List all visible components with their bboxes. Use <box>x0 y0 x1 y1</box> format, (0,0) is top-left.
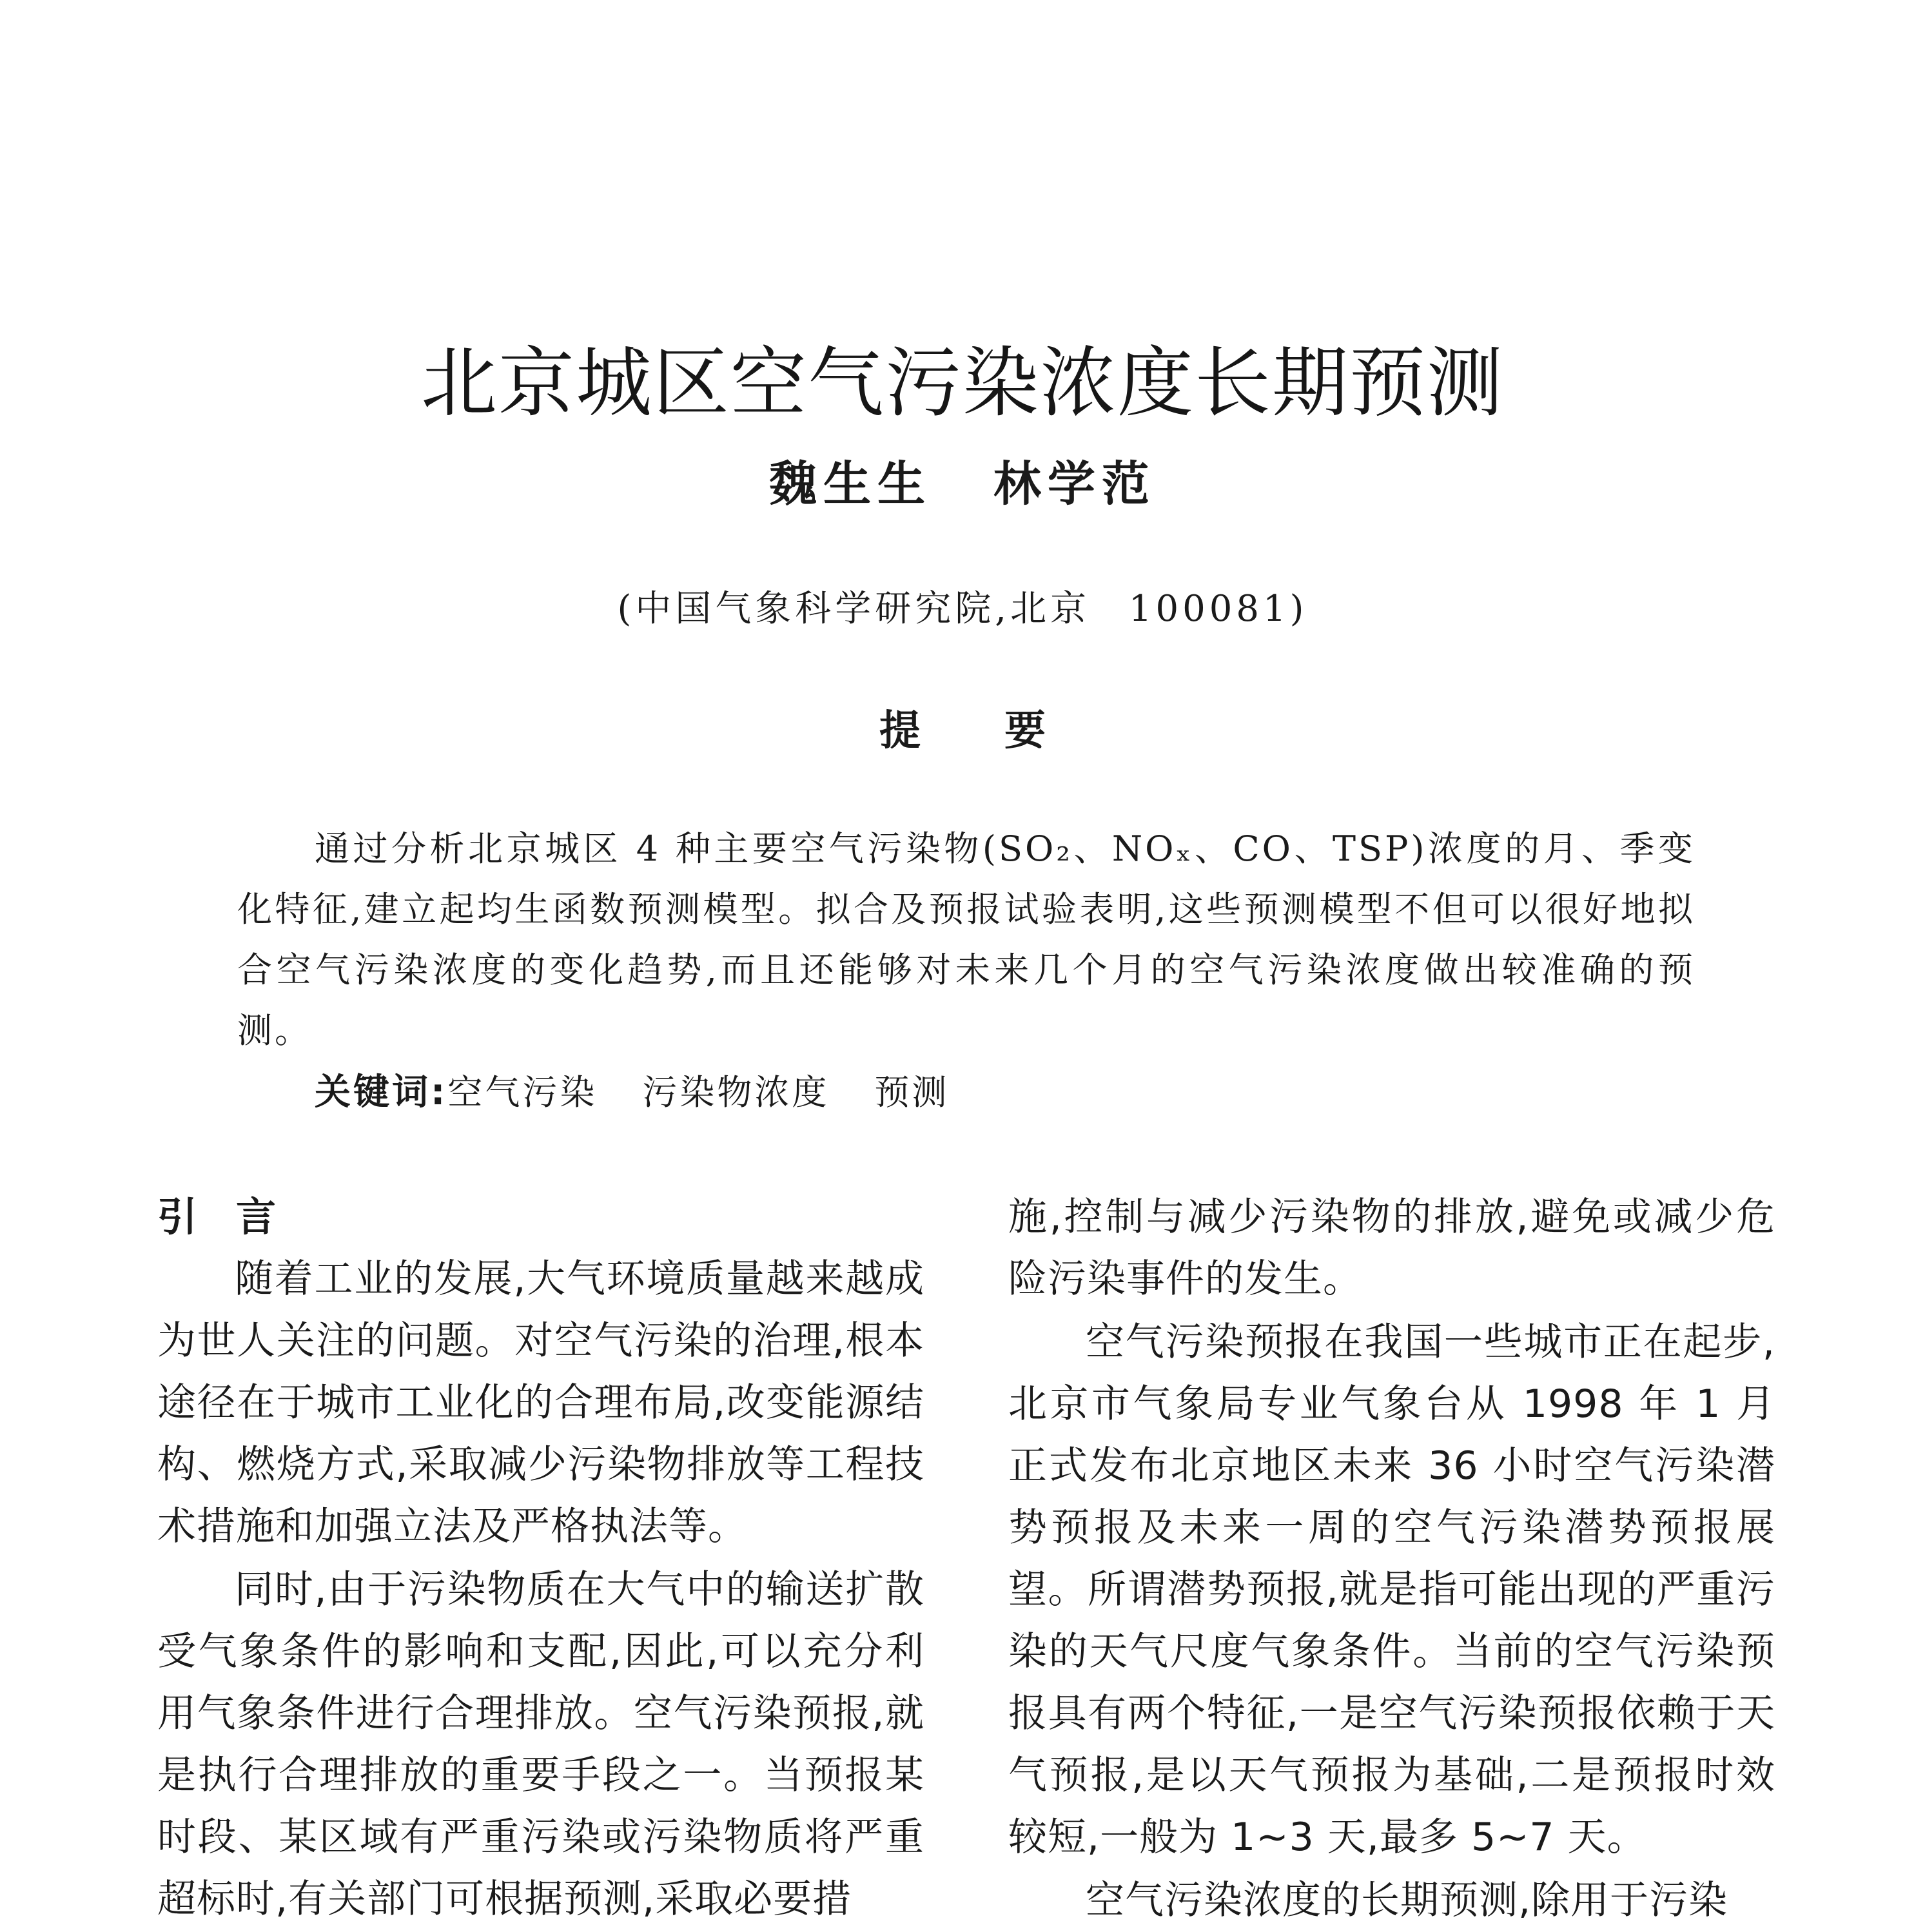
keyword-item: 预测 <box>874 1072 950 1113</box>
author-list: 魏生生 林学范 <box>769 456 1156 512</box>
keyword-item: 空气污染 <box>447 1072 598 1113</box>
body-paragraph-continuation: 施,控制与减少污染物的排放,避免或减少危险污染事件的发生。 <box>1008 1195 1775 1302</box>
author-affiliation: (中国气象科学研究院,北京 100081) <box>617 588 1308 630</box>
body-paragraph: 空气污染浓度的长期预测,除用于污染 <box>1086 1878 1728 1923</box>
right-column <box>1008 1186 1775 1931</box>
abstract-heading: 提要 <box>879 707 1129 755</box>
body-paragraph: 随着工业的发展,大气环境质量越来越成为世人关注的问题。对空气污染的治理,根本途径在于城市工业化的合理布局,改变能源结构、燃烧方式,采取减少污染物排放等工程技术措施和加强立法及严格执法等。 <box>157 1256 924 1549</box>
body-paragraph: 同时,由于污染物质在大气中的输送扩散受气象条件的影响和支配,因此,可以充分利用气象条件进行合理排放。空气污染预报,就是执行合理排放的重要手段之一。当预报某时段、某区域有严重污染或污染物质将严重超标时,有关部门可根据预测,采取必要措 <box>157 1567 924 1922</box>
left-column <box>157 1186 924 1930</box>
keywords-line <box>315 1064 994 1115</box>
section-heading-intro: 引言 <box>157 1193 315 1240</box>
keyword-item: 污染物浓度 <box>642 1072 830 1113</box>
body-paragraph: 空气污染预报在我国一些城市正在起步,北京市气象局专业气象台从 1998 年 1 月正式发布北京地区未来 36 小时空气污染潜势预报及未来一周的空气污染潜势预报展望。所谓潜势预报,就是指可能出现的严重污染的天气尺度气象条件。当前的空气污染预报具有两个特征,一是空气污染预报依赖于天气预报,是以天气预报为基础,二是预报时效较短,一般为 1~3 天,最多 5~7 天。 <box>1008 1320 1775 1860</box>
keywords-label: 关键词: <box>315 1071 448 1113</box>
abstract-body: 通过分析北京城区 4 种主要空气污染物(SO₂、NOₓ、CO、TSP)浓度的月、季变化特征,建立起均生函数预测模型。拟合及预报试验表明,这些预测模型不但可以很好地拟合空气污染浓度的变化趋势,而且还能够对未来几个月的空气污染浓度做出较准确的预测。 <box>237 828 1695 1051</box>
paper-title: 北京城区空气污染浓度长期预测 <box>420 338 1504 428</box>
